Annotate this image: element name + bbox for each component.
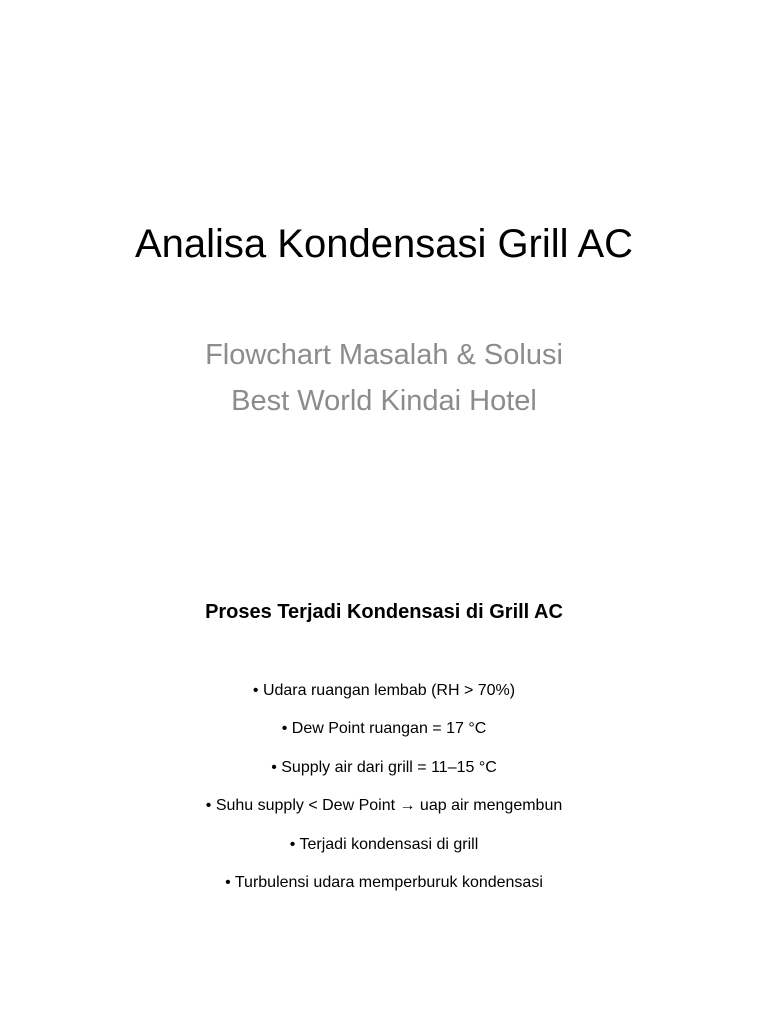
subtitle-line: Best World Kindai Hotel <box>231 385 537 417</box>
subtitle-line: Flowchart Masalah & Solusi <box>205 339 563 371</box>
bullet-item: • Turbulensi udara memperburuk kondensasi <box>225 873 543 891</box>
bullet-list <box>0 679 768 909</box>
bullet-item: • Udara ruangan lembab (RH > 70%) <box>252 682 516 699</box>
bullet-item: • Terjadi kondensasi di grill <box>289 835 479 853</box>
subtitle-block <box>0 332 768 424</box>
bullet-item: • Suhu supply < Dew Point → uap air mengembun <box>205 797 563 815</box>
page-title: Analisa Kondensasi Grill AC <box>134 222 634 266</box>
section-heading: Proses Terjadi Kondensasi di Grill AC <box>205 601 563 623</box>
bullet-item: • Supply air dari grill = 11–15 °C <box>271 758 497 776</box>
bullet-item: • Dew Point ruangan = 17 °C <box>281 720 487 738</box>
